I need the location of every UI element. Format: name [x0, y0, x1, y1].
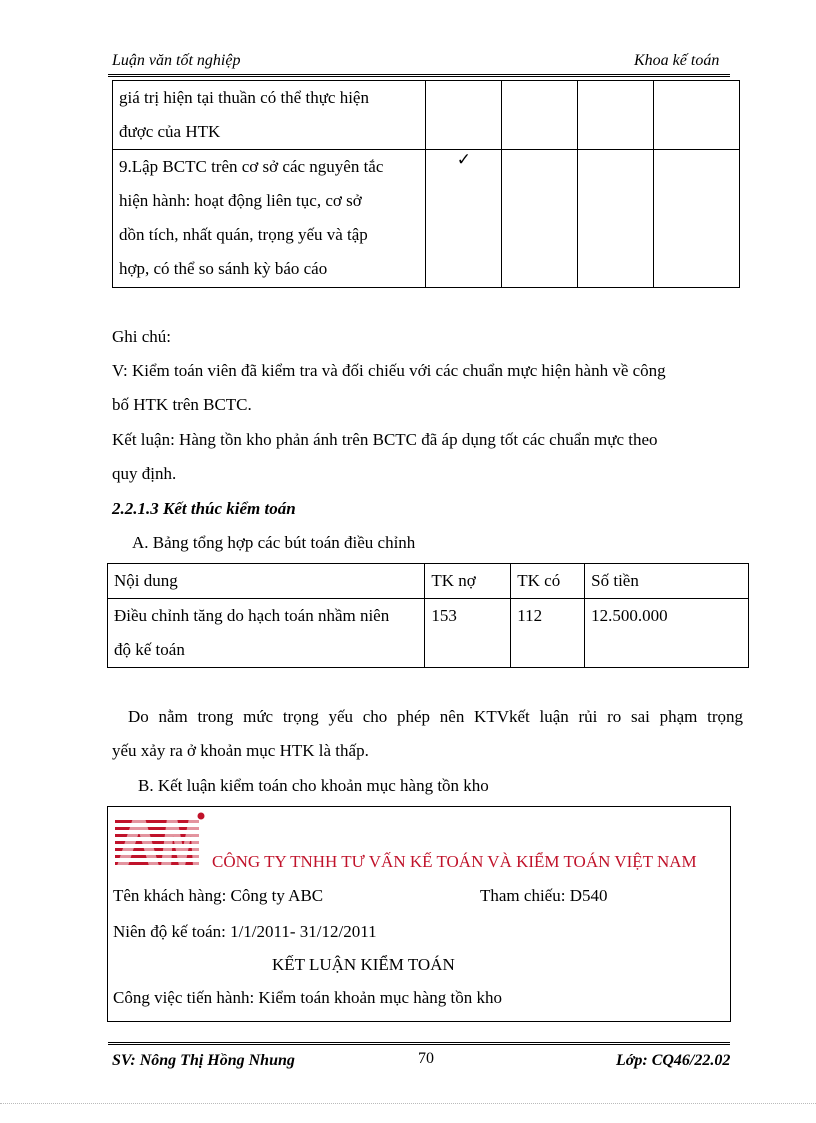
subheading-a: A. Bảng tổng hợp các bút toán điều chỉnh	[132, 533, 416, 552]
client-name: Tên khách hàng: Công ty ABC	[113, 886, 324, 905]
credit-cell: 112	[511, 599, 585, 668]
form-title: KẾT LUẬN KIỂM TOÁN	[272, 955, 455, 974]
materiality-line2: yếu xảy ra ở khoản mục HTK là thấp.	[112, 741, 369, 760]
col-header-debit: TK nợ	[425, 564, 511, 599]
table-row	[108, 599, 749, 668]
debit-cell: 153	[425, 599, 511, 668]
table-row	[113, 81, 740, 150]
notes-v-line2: bố HTK trên BCTC.	[112, 395, 252, 414]
subheading-b: B. Kết luận kiểm toán cho khoản mục hàng tồn kho	[138, 776, 489, 795]
notes-v-line1: V: Kiểm toán viên đã kiểm tra và đối chiếu với các chuẩn mực hiện hành về công	[112, 361, 666, 380]
fiscal-period: Niên độ kế toán: 1/1/2011- 31/12/2011	[113, 922, 377, 941]
footer-student: SV: Nông Thị Hồng Nhung	[112, 1052, 295, 1069]
section-heading: 2.2.1.3 Kết thúc kiểm toán	[112, 499, 296, 518]
header-left: Luận văn tốt nghiệp	[112, 52, 241, 69]
company-name: CÔNG TY TNHH TƯ VẤN KẾ TOÁN VÀ KIỂM TOÁN VIỆT NAM	[212, 852, 697, 871]
table-row	[113, 150, 740, 288]
page-number: 70	[418, 1050, 434, 1067]
check-cell	[426, 150, 502, 288]
checklist-table	[112, 80, 740, 288]
header-right: Khoa kế toán	[634, 52, 720, 69]
criteria-cell: 9.Lập BCTC trên cơ sở các nguyên tắc hiện hành: hoạt động liên tục, cơ sở dồn tích, nhất quán, trọng yếu và tập hợp, có thể so sánh kỳ báo cáo	[113, 150, 426, 288]
page-edge	[0, 1103, 816, 1104]
check-cell	[426, 81, 502, 150]
reference: Tham chiếu: D540	[480, 886, 608, 905]
col-header-credit: TK có	[511, 564, 585, 599]
header-rule	[108, 74, 730, 77]
criteria-cell: giá trị hiện tại thuần có thể thực hiện được của HTK	[113, 81, 426, 150]
content-cell: Điều chỉnh tăng do hạch toán nhầm niên độ kế toán	[108, 599, 425, 668]
conclusion-line1: Kết luận: Hàng tồn kho phản ánh trên BCTC đã áp dụng tốt các chuẩn mực theo	[112, 430, 658, 449]
table-header-row	[108, 564, 749, 599]
footer-rule	[108, 1042, 730, 1045]
col-header-content: Nội dung	[108, 564, 425, 599]
col-header-amount: Số tiền	[585, 564, 749, 599]
work-performed: Công việc tiến hành: Kiểm toán khoản mục hàng tồn kho	[113, 988, 503, 1007]
conclusion-line2: quy định.	[112, 464, 177, 483]
checkmark-icon: ✓	[456, 150, 472, 169]
adjustment-table	[107, 563, 749, 668]
company-logo	[113, 812, 205, 870]
footer-class: Lớp: CQ46/22.02	[616, 1052, 731, 1069]
amount-cell: 12.500.000	[585, 599, 749, 668]
notes-title: Ghi chú:	[112, 327, 172, 346]
materiality-line1: Do nằm trong mức trọng yếu cho phép nên KTVkết luận rủi ro sai phạm trọng	[128, 707, 743, 726]
